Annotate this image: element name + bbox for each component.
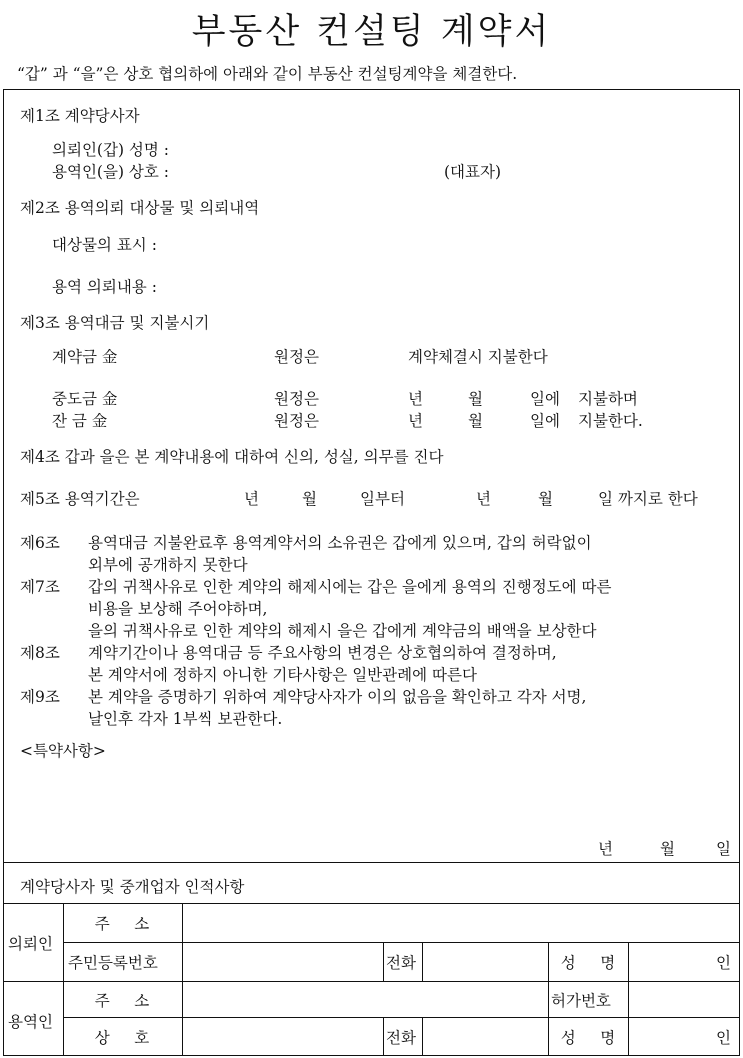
table-col-1	[63, 903, 64, 1056]
license-no-label: 허가번호	[551, 992, 611, 1010]
document-title: 부동산 컨설팅 계약서	[191, 12, 552, 52]
client-name-label: 의뢰인(갑) 성명 :	[52, 141, 170, 159]
client-seal-label: 인	[716, 954, 731, 972]
article-7-line-3: 을의 귀책사유로 인한 계약의 해제시 을은 갑에게 계약금의 배액을 보상한다	[88, 622, 597, 640]
article-5-heading: 제5조 용역기간은	[20, 490, 140, 508]
request-label: 용역 의뢰내용 :	[52, 278, 157, 296]
article-8-number: 제8조	[20, 644, 60, 662]
contractor-company-cell-label: 상 호	[94, 1029, 150, 1047]
interim-pay: 지불하며	[578, 390, 638, 408]
date-month: 월	[660, 840, 675, 858]
special-terms-heading: <특약사항>	[20, 742, 106, 760]
client-group-label: 의뢰인	[8, 935, 53, 953]
article-2-heading: 제2조 용역의뢰 대상물 및 의뢰내역	[20, 199, 260, 217]
interim-payment-won: 원정은	[274, 390, 319, 408]
table-col-phone-1	[383, 942, 384, 981]
down-payment-when: 계약체결시 지불한다	[408, 348, 548, 366]
article-8-line-1: 계약기간이나 용역대금 등 주요사항의 변경은 상호협의하여 결정하며,	[88, 644, 557, 662]
table-client-mid-line	[63, 942, 740, 943]
object-label: 대상물의 표시 :	[52, 236, 157, 254]
interim-day: 일에	[530, 390, 560, 408]
client-name-label: 성 명	[560, 954, 616, 972]
client-address-label: 주 소	[94, 915, 150, 933]
balance-payment-won: 원정은	[274, 412, 319, 430]
period-start-year: 년	[244, 490, 259, 508]
table-col-phone-val-1	[422, 942, 423, 981]
interim-year: 년	[408, 390, 423, 408]
article-3-heading: 제3조 용역대금 및 지불시기	[20, 314, 210, 332]
interim-payment-label: 중도금 金	[52, 390, 118, 408]
party-table-heading: 계약당사자 및 중개업자 인적사항	[20, 878, 245, 896]
table-col-2	[182, 903, 183, 1056]
contractor-company-label: 용역인(을) 상호 :	[52, 163, 170, 181]
client-phone-label: 전화	[386, 954, 416, 972]
representative-label: (대표자)	[444, 163, 502, 181]
table-group-line	[3, 981, 740, 982]
period-end-month: 월	[538, 490, 553, 508]
article-7-line-1: 갑의 귀책사유로 인한 계약의 해제시에는 갑은 을에게 용역의 진행정도에 따른	[88, 578, 612, 596]
article-6-number: 제6조	[20, 534, 60, 552]
article-9-number: 제9조	[20, 688, 60, 706]
intro-text: “갑” 과 “을”은 상호 협의하에 아래와 같이 부동산 컨설팅계약을 체결한다.	[17, 65, 518, 83]
period-start-month: 월	[302, 490, 317, 508]
article-7-line-2: 비용을 보상해 주어야하며,	[88, 600, 268, 618]
balance-day: 일에	[530, 412, 560, 430]
table-col-name	[548, 942, 549, 1056]
article-8-line-2: 본 계약서에 정하지 아니한 기타사항은 일반관례에 따른다	[88, 666, 477, 684]
balance-pay: 지불한다.	[578, 412, 643, 430]
article-9-line-1: 본 계약을 증명하기 위하여 계약당사자가 이의 없음을 확인하고 각자 서명,	[88, 688, 587, 706]
contractor-address-label: 주 소	[94, 992, 150, 1010]
article-7-number: 제7조	[20, 578, 60, 596]
contractor-group-label: 용역인	[8, 1013, 53, 1031]
table-col-phone-val-2	[422, 1017, 423, 1056]
article-1-heading: 제1조 계약당사자	[20, 107, 140, 125]
article-6-line-1: 용역대금 지불완료후 용역계약서의 소유권은 갑에게 있으며, 갑의 허락없이	[88, 534, 592, 552]
balance-year: 년	[408, 412, 423, 430]
period-end-year: 년	[476, 490, 491, 508]
contractor-name-label: 성 명	[560, 1029, 616, 1047]
period-start-day: 일부터	[360, 490, 405, 508]
table-top-line	[3, 862, 740, 863]
table-col-phone-2	[383, 1017, 384, 1056]
article-6-line-2: 외부에 공개하지 못한다	[88, 556, 248, 574]
client-resident-no-label: 주민등록번호	[68, 954, 158, 972]
table-contractor-mid-line	[63, 1017, 740, 1018]
balance-month: 월	[468, 412, 483, 430]
date-year: 년	[598, 840, 613, 858]
period-end-day: 일 까지로 한다	[598, 490, 698, 508]
interim-month: 월	[468, 390, 483, 408]
table-header-line	[3, 903, 740, 904]
contractor-seal-label: 인	[716, 1029, 731, 1047]
balance-payment-label: 잔 금 金	[52, 412, 108, 430]
down-payment-won: 원정은	[274, 348, 319, 366]
date-day: 일	[716, 840, 731, 858]
table-col-name-val	[628, 942, 629, 1056]
article-9-line-2: 날인후 각자 1부씩 보관한다.	[88, 710, 283, 728]
down-payment-label: 계약금 金	[52, 348, 118, 366]
contractor-phone-label: 전화	[386, 1029, 416, 1047]
article-4-text: 제4조 갑과 을은 본 계약내용에 대하여 신의, 성실, 의무를 진다	[20, 448, 444, 466]
